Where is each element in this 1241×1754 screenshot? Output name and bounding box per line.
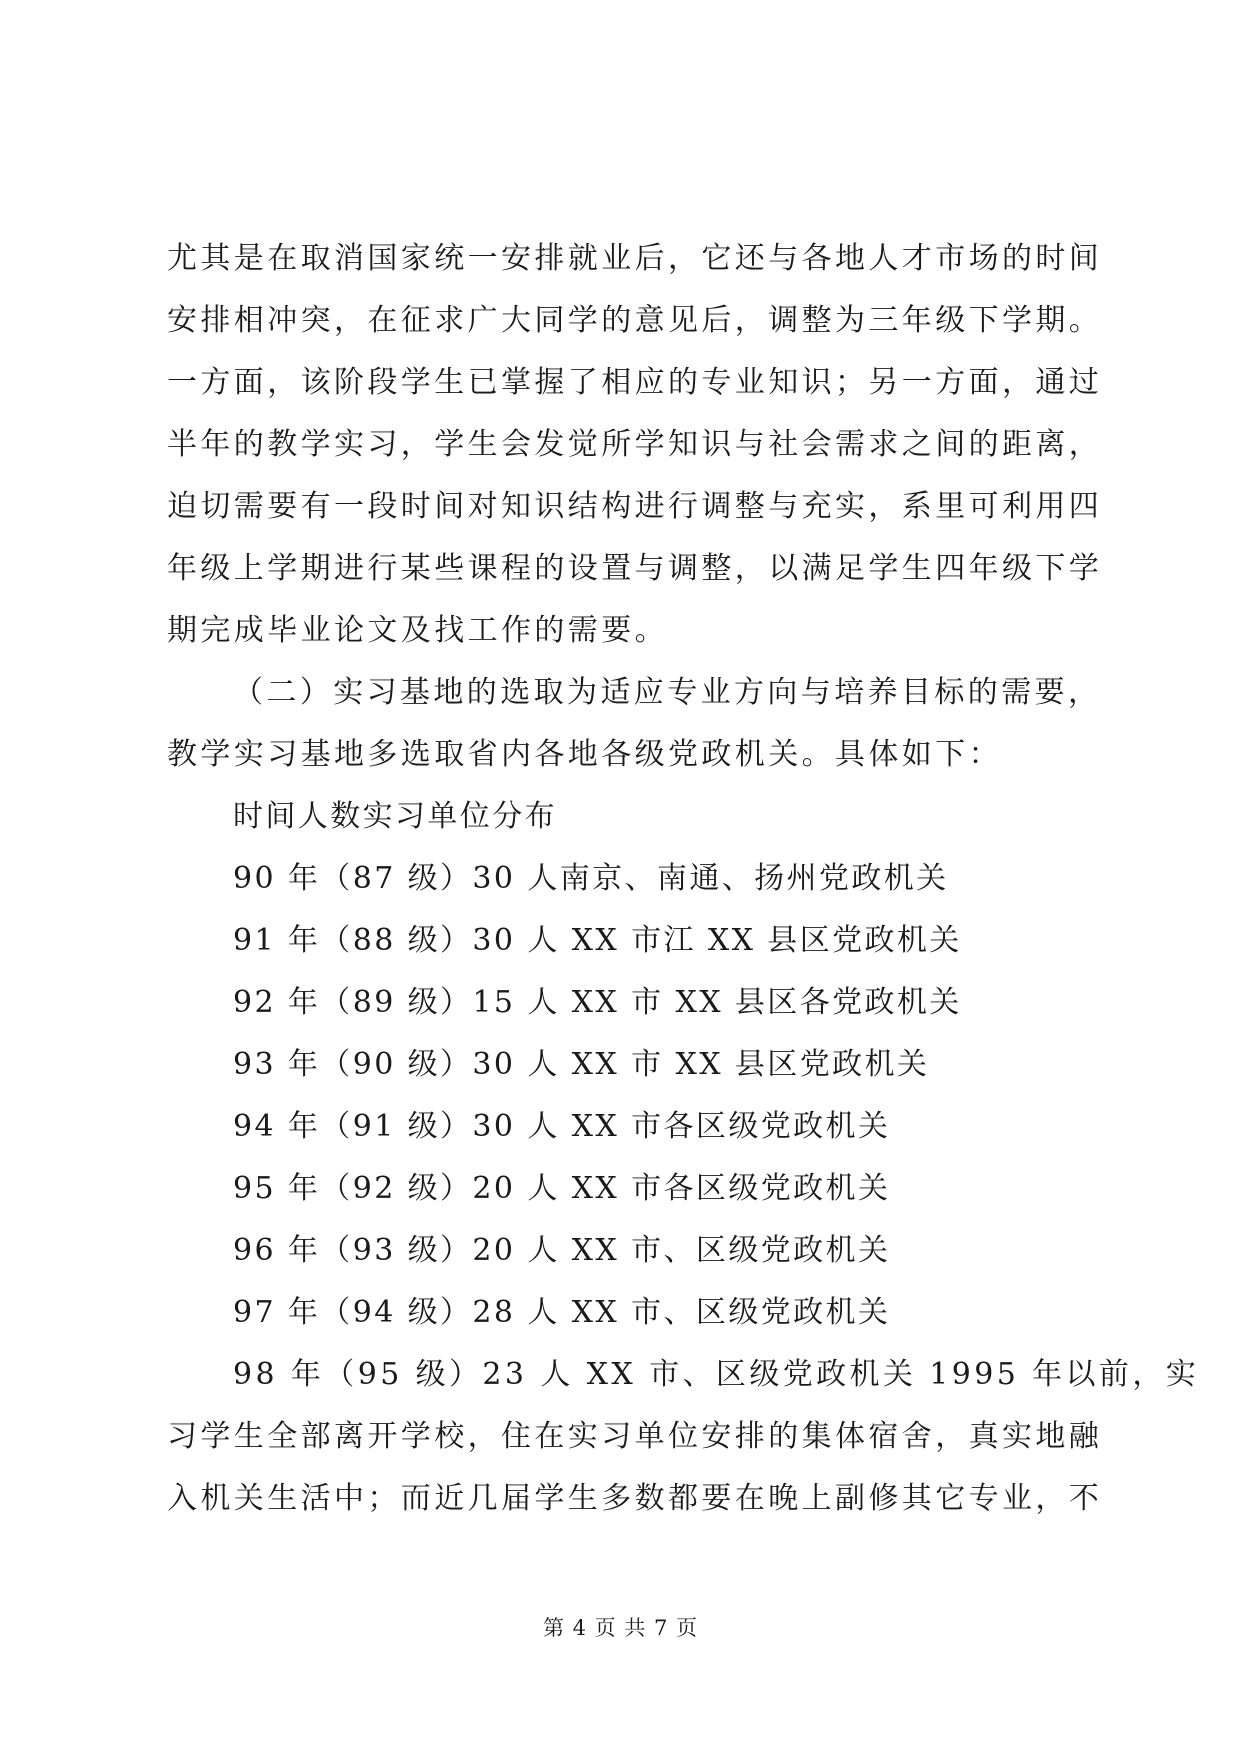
paragraph-line: 习学生全部离开学校，住在实习单位安排的集体宿舍，真实地融	[167, 1419, 1103, 1454]
table-header: 时间人数实习单位分布	[233, 799, 557, 834]
table-row: 92 年（89 级）15 人 XX 市 XX 县区各党政机关	[233, 985, 962, 1020]
table-row: 94 年（91 级）30 人 XX 市各区级党政机关	[233, 1109, 891, 1144]
paragraph-line: 半年的教学实习，学生会发觉所学知识与社会需求之间的距离，	[167, 427, 1103, 462]
table-row: 97 年（94 级）28 人 XX 市、区级党政机关	[233, 1295, 891, 1330]
paragraph-line: 年级上学期进行某些课程的设置与调整，以满足学生四年级下学	[167, 551, 1103, 586]
table-row: 95 年（92 级）20 人 XX 市各区级党政机关	[233, 1171, 891, 1206]
paragraph-line: 一方面，该阶段学生已掌握了相应的专业知识；另一方面，通过	[167, 365, 1103, 400]
page-number-footer: 第 4 页 共 7 页	[542, 1616, 699, 1640]
section-heading-line: （二）实习基地的选取为适应专业方向与培养目标的需要，	[233, 675, 1102, 710]
paragraph-line: 尤其是在取消国家统一安排就业后，它还与各地人才市场的时间	[167, 241, 1103, 276]
paragraph-line: 98 年（95 级）23 人 XX 市、区级党政机关 1995 年以前，实	[233, 1357, 1200, 1392]
body-text	[167, 228, 1200, 1530]
table-row: 93 年（90 级）30 人 XX 市 XX 县区党政机关	[233, 1047, 930, 1082]
paragraph-line: 安排相冲突，在征求广大同学的意见后，调整为三年级下学期。	[167, 303, 1103, 338]
paragraph-line: 期完成毕业论文及找工作的需要。	[167, 613, 668, 648]
table-row: 91 年（88 级）30 人 XX 市江 XX 县区党政机关	[233, 923, 962, 958]
table-row: 90 年（87 级）30 人南京、南通、扬州党政机关	[233, 861, 949, 896]
paragraph-line: 教学实习基地多选取省内各地各级党政机关。具体如下：	[167, 737, 1002, 772]
paragraph-line: 迫切需要有一段时间对知识结构进行调整与充实，系里可利用四	[167, 489, 1103, 524]
table-row: 96 年（93 级）20 人 XX 市、区级党政机关	[233, 1233, 891, 1268]
paragraph-line: 入机关生活中；而近几届学生多数都要在晚上副修其它专业，不	[167, 1481, 1103, 1516]
